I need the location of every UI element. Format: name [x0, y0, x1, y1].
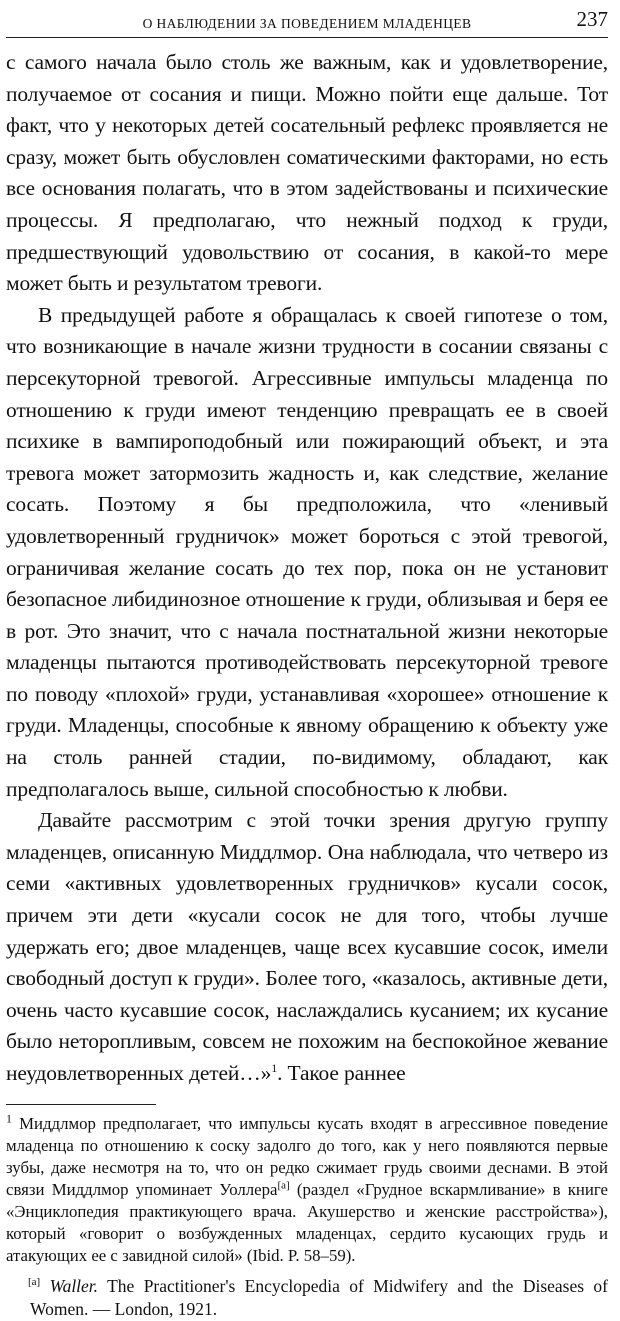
footnote-reference: 1	[271, 1060, 278, 1075]
running-title: О НАБЛЮДЕНИИ ЗА ПОВЕДЕНИЕМ МЛАДЕНЦЕВ	[142, 16, 472, 31]
subnote-text: The Practitioner's Encyclopedia of Midwifery and the Diseases of Women. — London, 1921.	[30, 1276, 609, 1320]
paragraph-3-text: Давайте рассмотрим с этой точки зрения другую группу младенцев, описанную Миддлмор. Она наблюдала, что четверо из семи «активных удовлетворенных грудничков» кусали сосок, причем эти дети «кусали сосок не для того, чтобы лучше удержать его; двое младенцев, чаще всех кусавшие сосок, имели свободный доступ к груди». Более того, «казалось, активные дети, очень часто кусавшие сосок, наслаждались кусанием; их кусание было неторопливым, совсем не похожим на беспокойное жевание неудовлетворенных детей…»	[6, 808, 608, 1085]
subnote	[6, 1275, 608, 1321]
paragraph-3-tail: . Такое раннее	[277, 1061, 406, 1085]
subnote-marker: [a]	[28, 1276, 41, 1289]
paragraph-2: В предыдущей работе я обращалась к своей гипотезе о том, что возникающие в начале жизни трудности в сосании связаны с персекуторной тревогой. Агрессивные импульсы младенца по отношению к груди имеют тенденцию превращать ее в своей психике в вампироподобный или пожирающий объект, и эта тревога может затормозить жадность и, как следствие, желание сосать. Поэтому я бы предположила, что «ленивый удовлетворенный грудничок» может бороться с этой тревогой, ограничивая желание сосать до тех пор, пока он не установит безопасное либидинозное отношение к груди, облизывая и беря ее в рот. Это значит, что с начала постнатальной жизни некоторые младенцы пытаются противодействовать персекуторной тревоге по поводу «плохой» груди, устанавливая «хорошее» отношение к груди. Младенцы, способные к явному обращению к объекту уже на столь ранней стадии, по-видимому, обладают, как предполагалось выше, сильной способностью к любви.	[6, 302, 608, 801]
main-text	[6, 47, 608, 1090]
footnote-separator	[6, 1104, 156, 1105]
footnote-1	[6, 1113, 608, 1268]
footnote-marker: 1	[6, 1111, 12, 1125]
subnote-author: Waller.	[49, 1276, 99, 1297]
page-number: 237	[576, 7, 608, 31]
running-header	[6, 0, 608, 38]
subnote-reference: [a]	[277, 1179, 290, 1192]
paragraph-3	[6, 805, 608, 1089]
paragraph-1: с самого начала было столь же важным, как и удовлетворение, получаемое от сосания и пищи. Можно пойти еще дальше. Тот факт, что у некоторых детей сосательный рефлекс проявляется не сразу, может быть обусловлен соматическими факторами, но есть все основания полагать, что в этом задействованы и психические процессы. Я предполагаю, что нежный подход к груди, предшествующий удовольствию от сосания, в какой-то мере может быть и результатом тревоги.	[6, 50, 608, 296]
footnote-text-before: Миддлмор предполагает, что импульсы кусать входят в агрессивное поведение младенца по отношению к соску задолго до того, как у него появляются первые зубы, даже несмотря на то, что он редко сжимает грудь своими деснами. В этой связи Миддлмор упоминает Уоллера	[6, 1113, 608, 1199]
footnote-text-after: (раздел «Грудное вскармливание» в книге «Энциклопедия практикующего врача. Акушерство и женские расстройства»), который «говорит о возбужденных младенцах, сердито кусающих грудь и атакующих ее с завидной силой» (Ibid. P. 58–59).	[6, 1179, 608, 1266]
